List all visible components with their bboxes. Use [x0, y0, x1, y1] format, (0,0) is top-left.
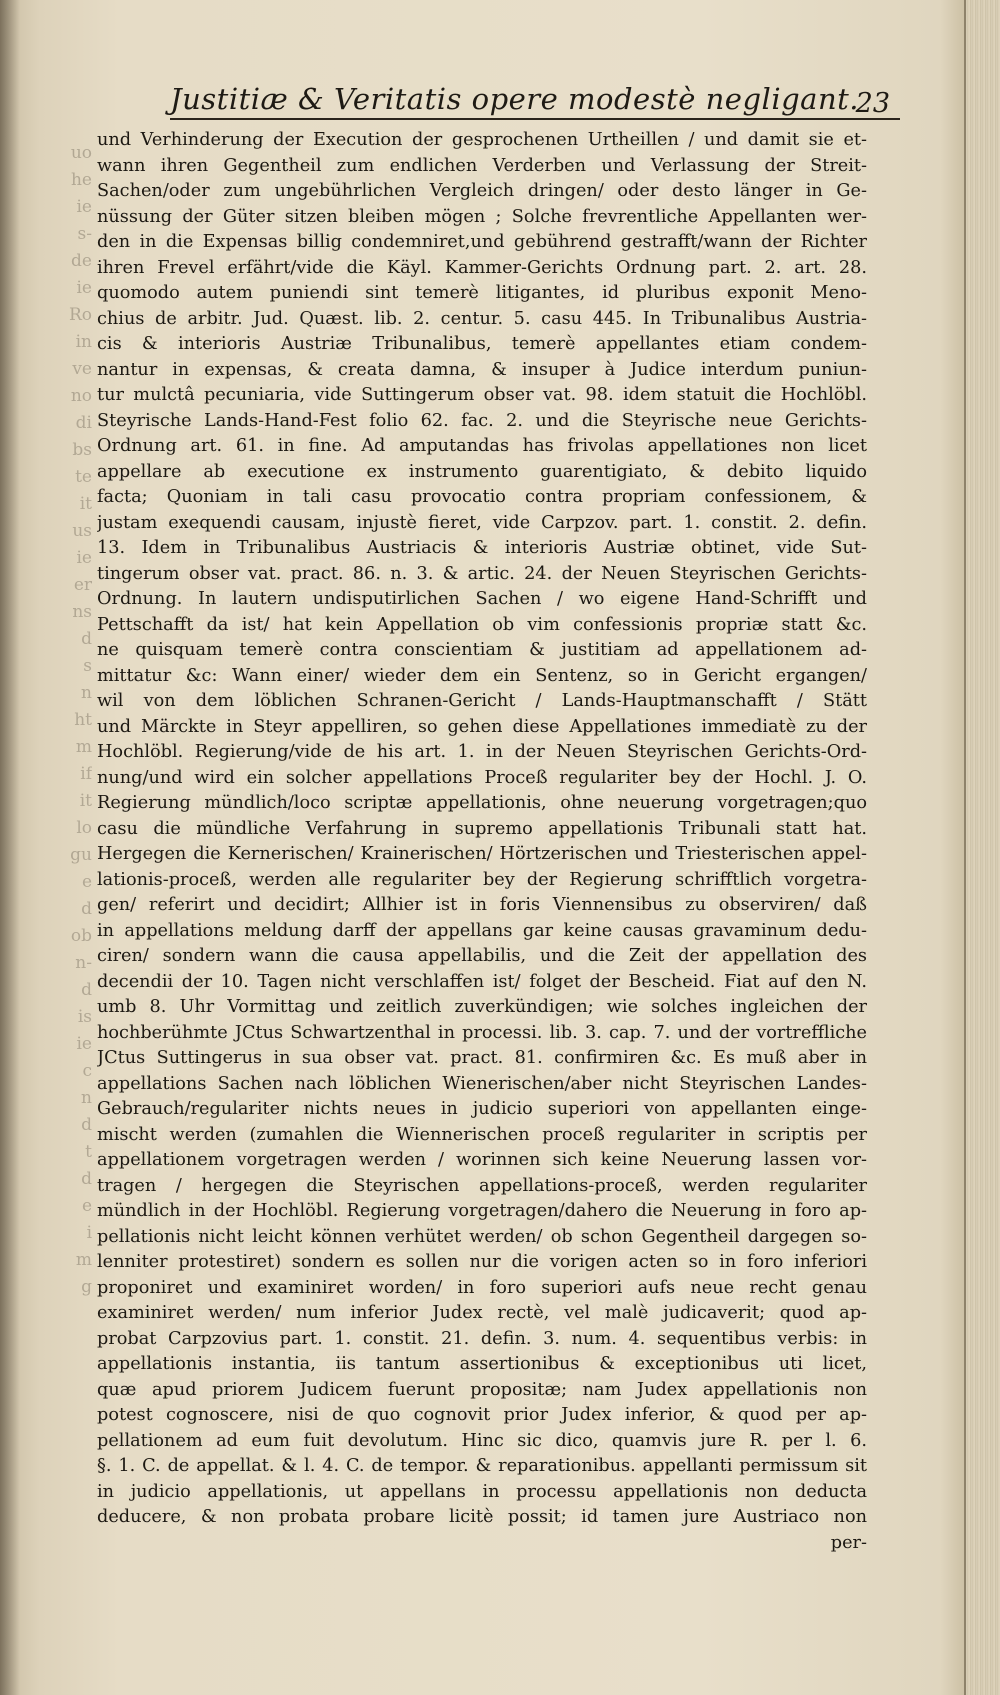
running-head: Justitiæ & Veritatis opere modestè negligant. [170, 82, 859, 116]
text-line: cis & interioris Austriæ Tribunalibus, temerè appellantes etiam condem- [97, 334, 867, 354]
text-line: in judicio appellationis, ut appellans in processu appellationis non deducta [97, 1481, 867, 1502]
text-line: JCtus Suttingerus in sua obser vat. pract. 81. confirmiren &c. Es muß aber in [97, 1048, 867, 1068]
text-line: ne quisquam temerè contra conscientiam & justitiam ad appellationem ad- [97, 640, 867, 660]
text-line: den in die Expensas billig condemniret,und gebührend gestrafft/wann der Richter [97, 232, 867, 252]
text-line: Hochlöbl. Regierung/vide de his art. 1. in der Neuen Steyrischen Gerichts-Ord- [97, 742, 867, 762]
gutter-shadow [0, 0, 20, 1695]
text-line: deducere, & non probata probare licitè possit; id tamen jure Austriaco non [97, 1507, 867, 1527]
text-line: ciren/ sondern wann die causa appellabilis, und die Zeit der appellation des [97, 946, 867, 966]
text-line: nung/und wird ein solcher appellations Proceß regulariter bey der Hochl. J. O. [97, 767, 867, 788]
text-line: Ordnung. In lautern undisputirlichen Sachen / wo eigene Hand-Schrifft und [97, 589, 867, 609]
body-text [97, 128, 867, 1556]
text-line: Ordnung art. 61. in fine. Ad amputandas has frivolas appellationes non licet [97, 436, 867, 456]
text-line: Sachen/oder zum ungebührlichen Vergleich dringen/ oder desto länger in Ge- [97, 181, 867, 201]
text-line: tragen / hergegen die Steyrischen appellations-proceß, werden regulariter [97, 1175, 867, 1196]
text-line: gen/ referirt und decidirt; Allhier ist in foris Viennensibus zu observiren/ daß [97, 895, 867, 915]
text-line: appellare ab executione ex instrumento guarentigiato, & debito liquido [97, 461, 867, 482]
text-line: nantur in expensas, & creata damna, & insuper à Judice interdum puniun- [97, 359, 867, 380]
text-line: facta; Quoniam in tali casu provocatio contra propriam confessionem, & [97, 487, 867, 507]
text-line: appellationis instantia, iis tantum assertionibus & exceptionibus uti licet, [97, 1354, 867, 1374]
text-line: §. 1. C. de appellat. & l. 4. C. de tempor. & reparationibus. appellanti permissum sit [97, 1456, 867, 1476]
text-line: und Märckte in Steyr appelliren, so gehen diese Appellationes immediatè zu der [97, 716, 867, 737]
text-line: probat Carpzovius part. 1. constit. 21. defin. 3. num. 4. sequentibus verbis: in [97, 1328, 867, 1349]
text-line: tingerum obser vat. pract. 86. n. 3. & artic. 24. der Neuen Steyrischen Gerichts- [97, 563, 867, 584]
text-line: justam exequendi causam, injustè fieret, vide Carpzov. part. 1. constit. 2. defin. [97, 512, 867, 533]
text-line: wann ihren Gegentheil zum endlichen Verderben und Verlassung der Streit- [97, 155, 867, 176]
text-line: Pettschafft da ist/ hat kein Appellation ob vim confessionis propriæ statt &c. [97, 614, 867, 635]
text-line: mündlich in der Hochlöbl. Regierung vorgetragen/dahero die Neuerung in foro ap- [97, 1201, 867, 1221]
text-line: quomodo autem puniendi sint temerè litigantes, id pluribus exponit Meno- [97, 283, 867, 303]
text-line: appellations Sachen nach löblichen Wienerischen/aber nicht Steyrischen Landes- [97, 1073, 867, 1094]
text-line: umb 8. Uhr Vormittag und zeitlich zuverkündigen; wie solches ingleichen der [97, 997, 867, 1017]
text-line: pellationem ad eum fuit devolutum. Hinc sic dico, quamvis jure R. per l. 6. [97, 1430, 867, 1451]
text-line: lenniter protestiret) sondern es sollen nur die vorigen acten so in foro inferiori [97, 1252, 867, 1272]
page-number: 23 [855, 88, 890, 119]
text-line: appellationem vorgetragen werden / worinnen sich keine Neuerung lassen vor- [97, 1150, 867, 1170]
text-line: in appellations meldung darff der appellans gar keine causas gravaminum dedu- [97, 920, 867, 941]
text-line: tur mulctâ pecuniaria, vide Suttingerum obser vat. 98. idem statuit die Hochlöbl. [97, 385, 867, 405]
catchword: per- [830, 1532, 867, 1553]
text-line: proponiret und examiniret worden/ in foro superiori aufs neue recht genau [97, 1277, 867, 1298]
text-line: und Verhinderung der Execution der gesprochenen Urtheillen / und damit sie et- [97, 130, 867, 150]
text-line: casu die mündliche Verfahrung in supremo appellationis Tribunali statt hat. [97, 818, 867, 839]
text-line: mischt werden (zumahlen die Wiennerischen proceß regulariter in scriptis per [97, 1124, 867, 1145]
text-line: chius de arbitr. Jud. Quæst. lib. 2. centur. 5. casu 445. In Tribunalibus Austria- [97, 308, 867, 329]
text-line: wil von dem löblichen Schranen-Gericht / Lands-Hauptmanschafft / Stätt [97, 691, 867, 711]
text-line: Regierung mündlich/loco scriptæ appellationis, ohne neuerung vorgetragen;quo [97, 793, 867, 813]
text-line: nüssung der Güter sitzen bleiben mögen ; Solche frevrentliche Appellanten wer- [97, 206, 867, 227]
page-header [170, 78, 900, 120]
text-line: quæ apud priorem Judicem fuerunt propositæ; nam Judex appellationis non [97, 1379, 867, 1400]
facing-page-bleed-through: uo he ie s- de ie Ro in ve no di bs te it us ie er ns d s n ht m if it lo gu e d ob n- d is ie c n d t d e i m g [68, 143, 92, 1297]
text-line: lationis-proceß, werden alle regulariter bey der Regierung schrifftlich vorgetra- [97, 869, 867, 890]
text-line: potest cognoscere, nisi de quo cognovit prior Judex inferior, & quod per ap- [97, 1405, 867, 1425]
page-edges [964, 0, 1000, 1695]
text-line: ihren Frevel erfährt/vide die Käyl. Kammer-Gerichts Ordnung part. 2. art. 28. [97, 257, 867, 278]
text-line: Hergegen die Kernerischen/ Krainerischen/ Hörtzerischen und Triesterischen appel- [97, 844, 867, 864]
text-line: hochberühmte JCtus Schwartzenthal in processi. lib. 3. cap. 7. und der vortreffliche [97, 1022, 867, 1043]
text-line: mittatur &c: Wann einer/ wieder dem ein Sentenz, so in Gericht ergangen/ [97, 665, 867, 686]
text-line: Gebrauch/regulariter nichts neues in judicio superiori von appellanten einge- [97, 1099, 867, 1119]
text-line: 13. Idem in Tribunalibus Austriacis & interioris Austriæ obtinet, vide Sut- [97, 538, 867, 558]
text-line: decendii der 10. Tagen nicht verschlaffen ist/ folget der Bescheid. Fiat auf den N. [97, 971, 867, 992]
text-line: Steyrische Lands-Hand-Fest folio 62. fac. 2. und die Steyrische neue Gerichts- [97, 410, 867, 431]
text-line: examiniret werden/ num inferior Judex rectè, vel malè judicaverit; quod ap- [97, 1303, 867, 1323]
text-line: pellationis nicht leicht können verhütet werden/ ob schon Gegentheil dargegen so- [97, 1226, 867, 1247]
